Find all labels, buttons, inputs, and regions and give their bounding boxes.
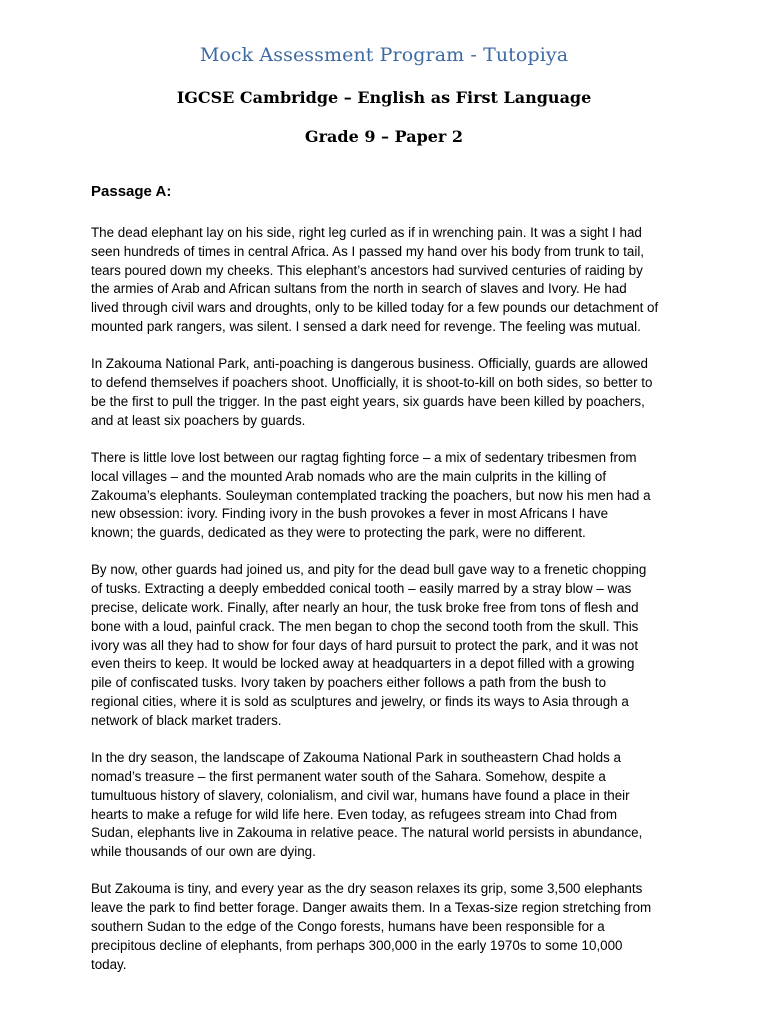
passage-body bbox=[91, 224, 686, 993]
document-subtitle: IGCSE Cambridge – English as First Language bbox=[176, 88, 592, 107]
paper-label: Grade 9 – Paper 2 bbox=[304, 127, 464, 146]
passage-heading: Passage A: bbox=[91, 183, 172, 200]
document-title: Mock Assessment Program - Tutopiya bbox=[199, 44, 569, 66]
passage-paragraph: There is little love lost between our ragtag fighting force – a mix of sedentary tribesmen from local villages – and the mounted Arab nomads who are the main culprits in the killing of Zakouma’s elephants. Souleyman contemplated tracking the poachers, but now his men had a new obsession: ivory. Finding ivory in the bush provokes a fever in most Africans I have known; the guards, dedicated as they were to protecting the park, were no different. bbox=[91, 449, 651, 541]
passage-paragraph: In the dry season, the landscape of Zakouma National Park in southeastern Chad holds a nomad’s treasure – the first permanent water south of the Sahara. Somehow, despite a tumultuous history of slavery, colonialism, and civil war, humans have found a place in their hearts to make a refuge for wild life here. Even today, as refugees stream into Chad from Sudan, elephants live in Zakouma in relative peace. The natural world persists in abundance, while thousands of our own are dying. bbox=[91, 750, 643, 860]
passage-paragraph: But Zakouma is tiny, and every year as the dry season relaxes its grip, some 3,500 elephants leave the park to find better forage. Danger awaits them. In a Texas-size region stretching from southern Sudan to the edge of the Congo forests, humans have been responsible for a precipitous decline of elephants, from perhaps 300,000 in the early 1970s to some 10,000 today. bbox=[91, 881, 652, 972]
passage-paragraph: In Zakouma National Park, anti-poaching is dangerous business. Officially, guards are allowed to defend themselves if poachers shoot. Unofficially, it is shoot-to-kill on both sides, so better to be the first to pull the trigger. In the past eight years, six guards have been killed by poachers, and at least six poachers by guards. bbox=[91, 356, 653, 428]
passage-paragraph: The dead elephant lay on his side, right leg curled as if in wrenching pain. It was a sight I had seen hundreds of times in central Africa. As I passed my hand over his body from trunk to tail, tears poured down my cheeks. This elephant’s ancestors had survived centuries of raiding by the armies of Arab and African sultans from the north in search of slaves and Ivory. He had lived through civil wars and droughts, only to be killed today for a few pounds our detachment of mounted park rangers, was silent. I sensed a dark need for revenge. The feeling was mutual. bbox=[91, 225, 659, 334]
passage-paragraph: By now, other guards had joined us, and pity for the dead bull gave way to a frenetic chopping of tusks. Extracting a deeply embedded conical tooth – easily marred by a stray blow – was precise, delicate work. Finally, after nearly an hour, the tusk broke free from tons of flesh and bone with a loud, painful crack. The men began to chop the second tooth from the skull. This ivory was all they had to show for four days of hard pursuit to protect the park, and it was not even theirs to keep. It would be locked away at headquarters in a depot filled with a growing pile of confiscated tusks. Ivory taken by poachers either follows a path from the bush to regional cities, where it is sold as sculptures and jewelry, or finds its ways to Asia through a network of black market traders. bbox=[91, 562, 647, 728]
